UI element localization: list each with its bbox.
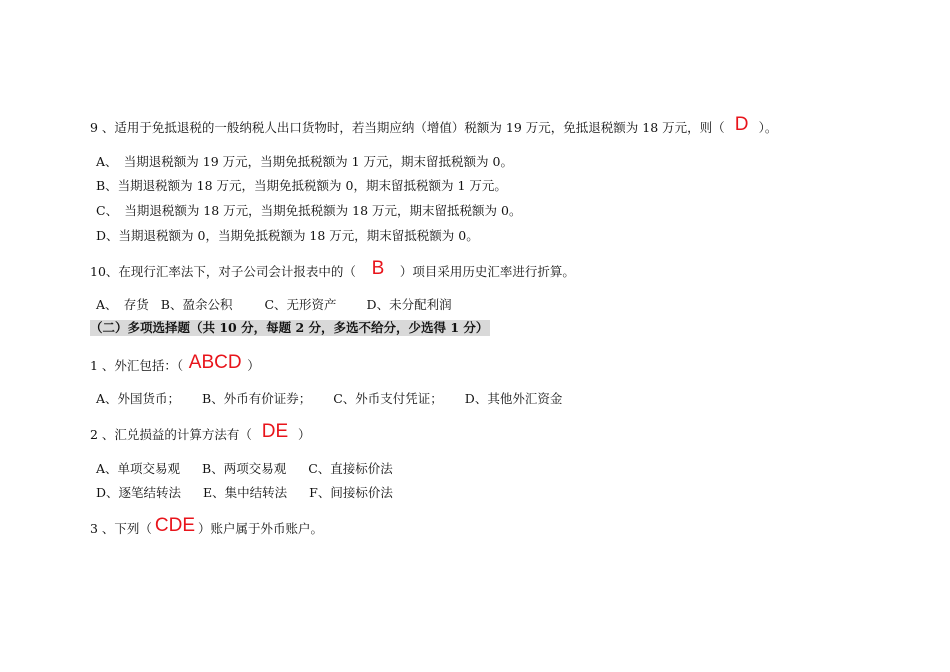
question-10-option-d: D、未分配利润 (366, 297, 452, 312)
multi-question-1-answer: ABCD (188, 352, 242, 373)
question-10-option-b: B、盈余公积 (160, 297, 233, 312)
question-10-option-c: C、无形资产 (264, 297, 337, 312)
section-header-multiple-choice: （二）多项选择题（共 10 分，每题 2 分，多选不给分，少选得 1 分） (90, 320, 489, 335)
question-10-options (96, 296, 452, 314)
multi-question-2-option-a: A、单项交易观 (96, 461, 181, 476)
multi-question-1-option-d: D、其他外汇资金 (464, 391, 563, 406)
multi-question-2-text: 2 、汇兑损益的计算方法有（ (90, 427, 252, 442)
multi-question-2-answer: DE (261, 421, 289, 442)
question-9-option-b: B、当期退税额为 18 万元，当期免抵税额为 0，期末留抵税额为 1 万元。 (96, 178, 507, 193)
multi-question-3-text: 3 、下列（ (90, 521, 152, 536)
multi-question-3-text-end: ）账户属于外币账户。 (197, 521, 323, 536)
question-9-option-d: D、当期退税额为 0，当期免抵税额为 18 万元，期末留抵税额为 0。 (96, 228, 479, 243)
multi-question-1-stem (90, 352, 260, 375)
multi-question-2-text-end: ） (297, 427, 311, 442)
multi-question-2-option-f: F、间接标价法 (309, 485, 393, 500)
question-10-text-end: ）项目采用历史汇率进行折算。 (399, 264, 575, 279)
multi-question-2-stem (90, 421, 311, 444)
multi-question-1-option-b: B、外币有价证券； (202, 391, 312, 406)
multi-question-2-option-d: D、逐笔结转法 (96, 485, 182, 500)
multi-question-2-option-c: C、直接标价法 (308, 461, 393, 476)
question-9-stem (90, 114, 778, 137)
question-9-text-end: ）。 (758, 120, 778, 135)
multi-question-3-stem (90, 515, 323, 538)
question-9-text: 9 、适用于免抵退税的一般纳税人出口货物时，若当期应纳（增值）税额为 19 万元，免抵退税额为 18 万元，则（ (90, 120, 725, 135)
multi-question-1-text: 1 、外汇包括：（ (90, 358, 184, 373)
multi-question-1-options (96, 390, 562, 408)
question-9-option-c: C、 当期退税额为 18 万元，当期免抵税额为 18 万元，期末留抵税额为 0。 (96, 203, 522, 218)
multi-question-2-option-e: E、集中结转法 (203, 485, 288, 500)
multi-question-2-option-b: B、两项交易观 (202, 461, 287, 476)
question-10-text: 10、在现行汇率法下，对子公司会计报表中的（ (90, 264, 356, 279)
multi-question-3-answer: CDE (154, 515, 195, 536)
multi-question-2-options-row-1 (96, 460, 393, 478)
multi-question-1-option-a: A、外国货币； (96, 391, 181, 406)
multi-question-1-text-end: ） (247, 358, 260, 373)
multi-question-1-option-c: C、外币支付凭证； (333, 391, 443, 406)
multi-question-2-options-row-2 (96, 484, 393, 502)
question-10-answer: B (371, 258, 385, 279)
question-9-answer: D (734, 114, 749, 135)
question-10-stem (90, 258, 575, 281)
question-10-option-a: A、 存货 (96, 297, 149, 312)
question-9-option-a: A、 当期退税额为 19 万元，当期免抵税额为 1 万元，期末留抵税额为 0。 (96, 154, 513, 169)
